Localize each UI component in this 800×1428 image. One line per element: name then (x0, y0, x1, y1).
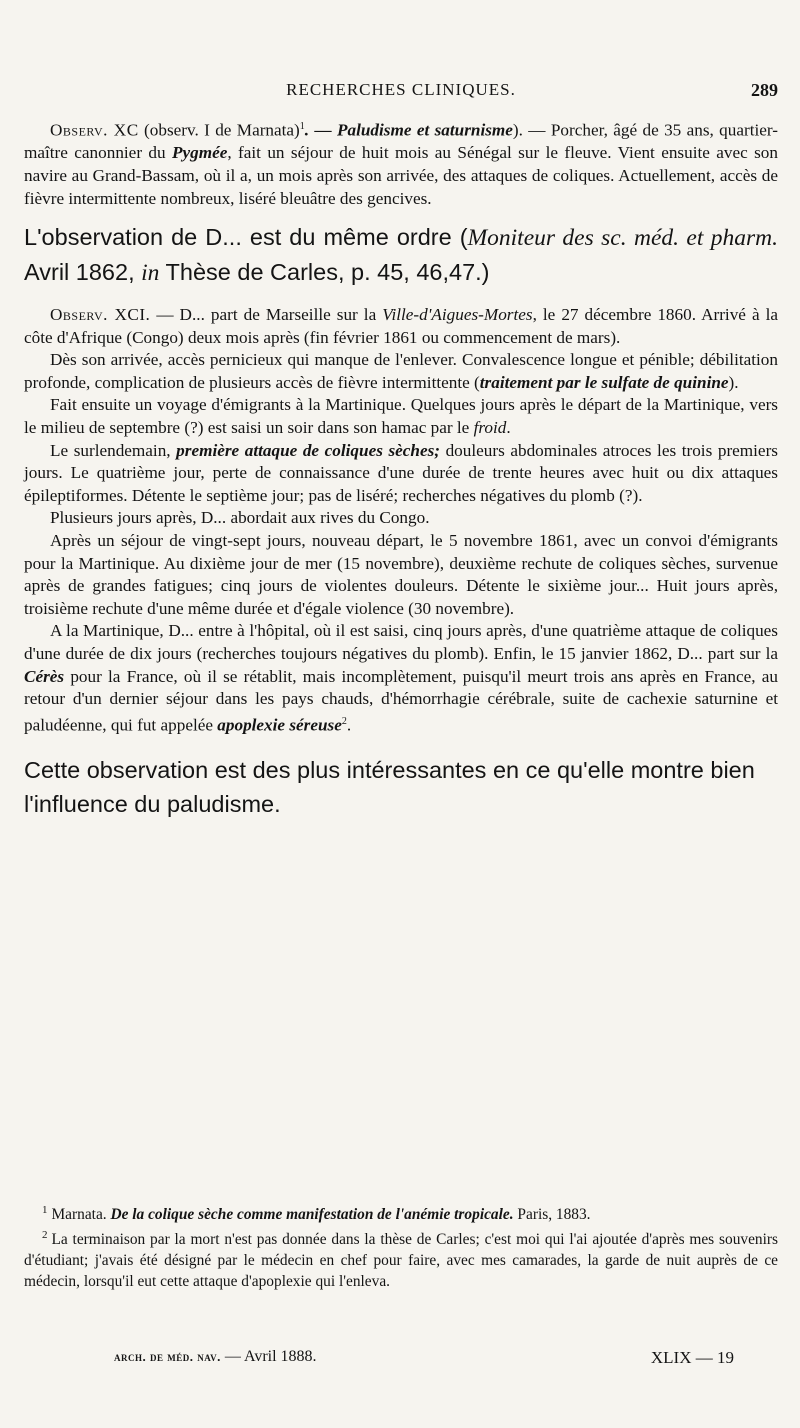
footer-volume: XLIX — 19 (650, 1348, 734, 1367)
observation-ref: (observ. I de Marnata) (138, 120, 300, 140)
fn2-text: La terminaison par la mort n'est pas donnée dans la thèse de Carles; c'est moi qui l'ai ajoutée d'après mes souvenirs d'étudiant; j'avais été désigné par le médecin en chef pour faire, avec mes camarades, la garde de nuit auprès de ce médecin, lorsqu'il eut cette attaque d'apoplexie qui l'enleva. (24, 1231, 778, 1291)
p4-text: Le surlendemain, (50, 440, 177, 460)
paragraph (24, 349, 778, 394)
observation-title: . — Paludisme et saturnisme (304, 120, 513, 140)
p4-text-2: douleurs abdominales atroces les trois premiers jours. Le quatrième jour, perte de connaissance d'une durée de trente heures avec huit ou dix attaques épileptiformes. Détente le septième jour; pas de liséré; recherches négatives du plomb (?). (24, 440, 778, 505)
footnote-1 (24, 1200, 778, 1225)
paragraph: Après un séjour de vingt-sept jours, nouveau départ, le 5 novembre 1861, avec un convoi d'émigrants pour la Martinique. Au dixième jour de mer (15 novembre), deuxième rechute de coliques sèches, survenue après de grandes fatigues; cinq jours de violentes douleurs. Détente le sixième jour... Huit jours après, troisième rechute d'une même durée et d'égale violence (30 novembre). (24, 531, 778, 618)
note1-a: L'observation de D... est du même ordre ( (24, 224, 468, 251)
observation-label: Observ. XCI. (50, 305, 151, 325)
footnotes (24, 1200, 778, 1292)
journal-date: — Avril 1888. (220, 1348, 317, 1365)
fn1-title: De la colique sèche comme manifestation de l'anémie tropicale. (110, 1206, 514, 1224)
p4-emphasis: première attaque de coliques sèches; (176, 440, 441, 460)
page-footer (114, 1348, 734, 1372)
ship-name: Cérès (24, 666, 65, 686)
p7-diagnosis: apoplexie séreuse (217, 715, 342, 735)
note1-in: in (141, 260, 160, 287)
annotation-note-2: Cette observation est des plus intéressantes en ce qu'elle montre bien l'influence du paludisme. (24, 757, 755, 818)
paragraph (24, 394, 778, 439)
ship-name: Pygmée (172, 143, 228, 163)
note1-journal: Moniteur des sc. méd. et pharm. (467, 225, 778, 252)
document-page (24, 0, 778, 1428)
fn1-author: Marnata. (51, 1206, 111, 1224)
p7-end: . (346, 715, 352, 735)
p2-treatment: traitement par le sulfate de quinine (479, 372, 729, 392)
observation-label: Observ. XC (50, 120, 139, 140)
paragraph (24, 440, 778, 508)
annotation-note-1 (24, 220, 778, 290)
ship-name: Ville-d'Aigues-Mortes (382, 305, 533, 325)
p2-end: ). (728, 372, 739, 392)
page-header (24, 80, 778, 104)
footer-journal (114, 1348, 317, 1366)
observation-text-2: , fait un séjour de huit mois au Sénégal sur le fleuve. Vient ensuite avec son navire au Grand-Bassam, où il a, un mois après son arrivée, des attaques de coliques. Actuellement, accès de fièvre intermittente nombreux, liséré bleuâtre des gencives. (24, 143, 778, 208)
observation-text: ). — Porcher, âgé de 35 ans, quartier-maître canonnier du (24, 120, 779, 163)
paragraph (24, 620, 778, 737)
note1-c: Avril 1862, (24, 259, 142, 286)
observation-91 (24, 304, 778, 349)
footnote-mark: 2 (42, 1229, 48, 1242)
p2-text: Dès son arrivée, accès pernicieux qui manque de l'enlever. Convalescence longue et pénible; débilitation profonde, complication de plusieurs accès de fièvre intermittente ( (24, 350, 778, 392)
p3-text: Fait ensuite un voyage d'émigrants à la Martinique. Quelques jours après le départ de la Martinique, vers le milieu de septembre (?) est saisi un soir dans son hamac par le (24, 395, 778, 438)
footnote-ref-1: 1 (299, 121, 305, 132)
footnote-2 (24, 1225, 778, 1292)
paragraph: Plusieurs jours après, D... abordait aux rives du Congo. (50, 508, 430, 528)
footnote-ref-2: 2 (341, 715, 347, 727)
observation-90 (24, 116, 778, 210)
p7-text-2: pour la France, où il se rétablit, mais incomplètement, puisqu'il meurt trois ans après en France, au retour d'un dernier séjour dans les pays chauds, d'hémorrhagie cérébrale, suite de cachexie saturnine et paludéenne, qui fut appelée (24, 666, 778, 735)
footnote-mark: 1 (42, 1204, 48, 1216)
journal-name: arch. de méd. nav. (114, 1349, 221, 1364)
running-head: RECHERCHES CLINIQUES. (286, 80, 516, 99)
p3-froid: froid (473, 418, 507, 438)
page-number: 289 (751, 80, 778, 100)
note1-e: Thèse de Carles, p. 45, 46,47.) (159, 259, 490, 286)
p3-end: . (506, 418, 511, 438)
obs91-text: — D... part de Marseille sur la (150, 305, 383, 325)
fn1-place: Paris, 1883. (513, 1206, 591, 1224)
body-text (24, 116, 778, 833)
p7-text: A la Martinique, D... entre à l'hôpital, où il est saisi, cinq jours après, d'une quatrième attaque de coliques d'une durée de dix jours (recherches toujours négatives du plomb). Enfin, le 15 janvier 1862, D... part sur la (24, 621, 778, 664)
obs91-text-2: , le 27 décembre 1860. Arrivé à la côte d'Afrique (Congo) deux mois après (fin février 1861 ou commencement de mars). (24, 305, 778, 347)
